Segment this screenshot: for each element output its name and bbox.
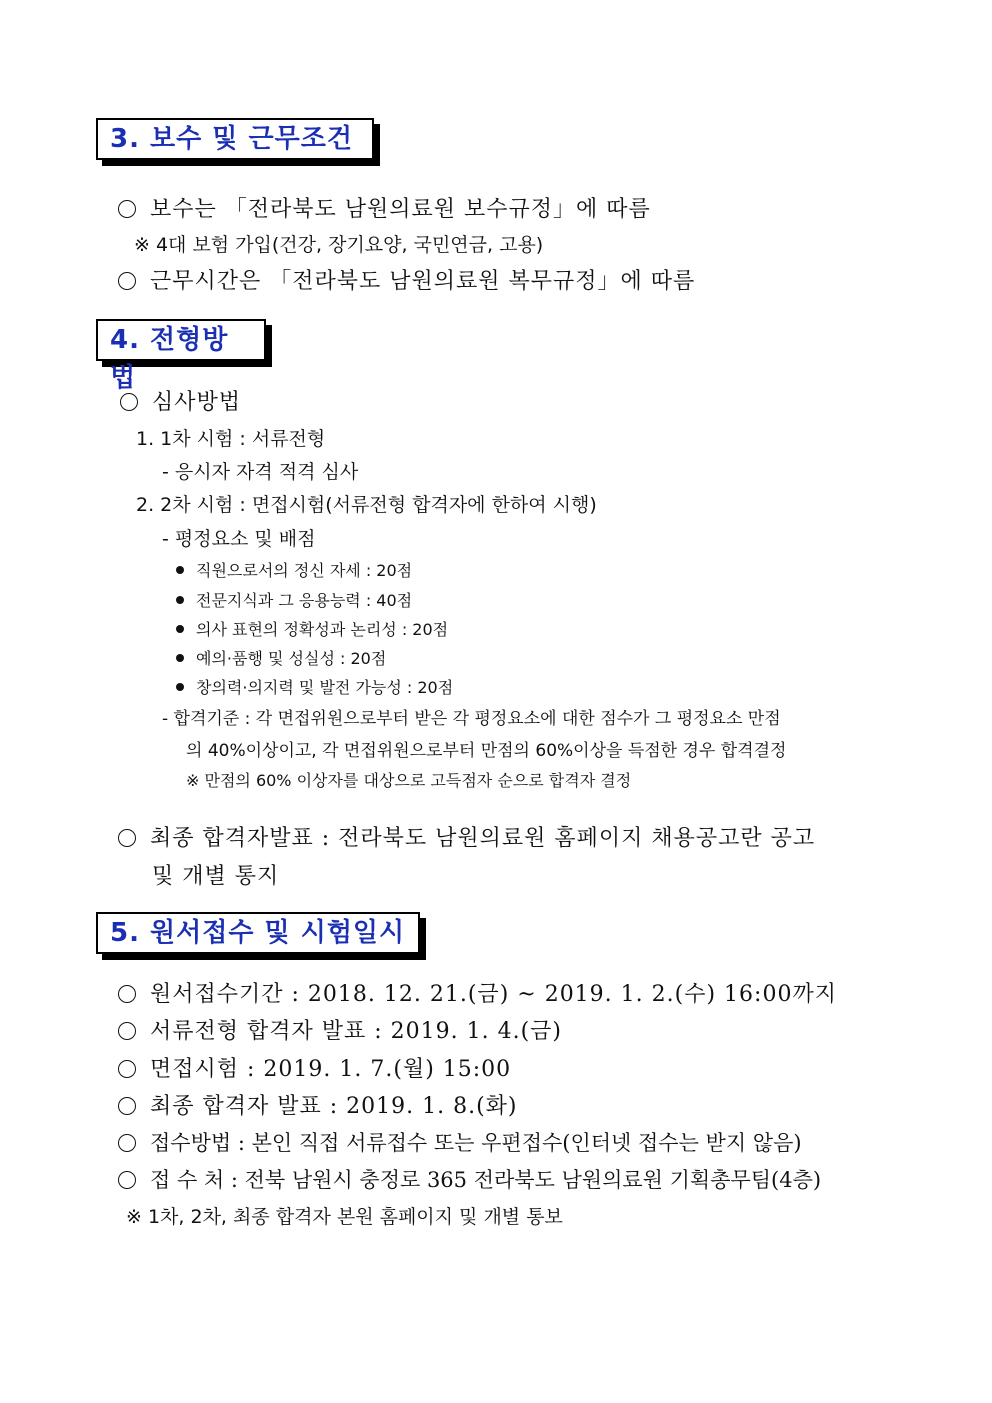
dot-bullet-icon [176,596,184,604]
criteria-item [176,558,412,581]
schedule-item [118,1164,821,1194]
hours-text: 근무시간은 「전라북도 남원의료원 복무규정」에 따름 [150,269,696,294]
final-announcement-line2: 및 개별 통지 [152,864,280,889]
hours-item [118,264,695,295]
criteria-text: 예의·품행 및 성실성 : 20점 [196,649,387,668]
step2-text: 2. 2차 시험 : 면접시험(서류전형 합격자에 한하여 시행) [136,494,597,516]
circle-bullet-icon [118,272,136,290]
step1-sub-text: - 응시자 자격 적격 심사 [162,461,359,483]
schedule-item [118,1014,562,1045]
notification-note: ※ 1차, 2차, 최종 합격자 본원 홈페이지 및 개별 통보 [126,1206,563,1228]
section-3-heading [96,118,374,160]
section-3-title: 3. 보수 및 근무조건 [110,124,353,154]
criteria-item [176,675,453,698]
section-5-title: 5. 원서접수 및 시험일시 [110,918,406,948]
schedule-text: 접 수 처 : 전북 남원시 충정로 365 전라북도 남원의료원 기획총무팀(4층) [150,1168,822,1192]
circle-bullet-icon [118,985,136,1003]
criteria-text: 의사 표현의 정확성과 논리성 : 20점 [196,620,449,639]
circle-bullet-icon [120,393,138,411]
circle-bullet-icon [118,1022,136,1040]
schedule-item [118,1127,802,1157]
final-announcement-item [118,821,815,852]
criteria-item [176,617,448,640]
criteria-item [176,646,386,669]
schedule-text: 최종 합격자 발표 : 2019. 1. 8.(화) [150,1094,518,1119]
method-item [120,385,241,416]
schedule-item [118,1089,518,1120]
criteria-text: 직원으로서의 정신 자세 : 20점 [196,561,413,580]
circle-bullet-icon [118,829,136,847]
pass-standard-line1: - 합격기준 : 각 면접위원으로부터 받은 각 평정요소에 대한 점수가 그 평정요소 만점 [162,709,781,729]
dot-bullet-icon [176,566,184,574]
criteria-text: 창의력·의지력 및 발전 가능성 : 20점 [196,678,454,697]
dot-bullet-icon [176,654,184,662]
step2-sub-text: - 평정요소 및 배점 [162,528,316,550]
section-4-heading [96,319,266,393]
dot-bullet-icon [176,683,184,691]
pay-text: 보수는 「전라북도 남원의료원 보수규정」에 따름 [150,197,651,222]
criteria-text: 전문지식과 그 응용능력 : 40점 [196,591,413,610]
step1-text: 1. 1차 시험 : 서류전형 [136,428,326,450]
insurance-note: ※ 4대 보험 가입(건강, 장기요양, 국민연금, 고용) [134,234,544,256]
schedule-text: 접수방법 : 본인 직접 서류접수 또는 우편접수(인터넷 접수는 받지 않음) [150,1131,802,1155]
circle-bullet-icon [118,200,136,218]
schedule-text: 원서접수기간 : 2018. 12. 21.(금) ~ 2019. 1. 2.(수) 16:00까지 [150,982,837,1007]
final-announcement-text: 최종 합격자발표 : 전라북도 남원의료원 홈페이지 채용공고란 공고 [150,826,816,851]
circle-bullet-icon [118,1060,136,1078]
section-4-title: 4. 전형방법 [110,325,229,393]
pass-note: ※ 만점의 60% 이상자를 대상으로 고득점자 순으로 합격자 결정 [186,771,632,790]
schedule-text: 면접시험 : 2019. 1. 7.(월) 15:00 [150,1057,512,1082]
circle-bullet-icon [118,1097,136,1115]
pay-item [118,192,651,223]
criteria-item [176,588,412,611]
schedule-text: 서류전형 합격자 발표 : 2019. 1. 4.(금) [150,1019,563,1044]
method-text: 심사방법 [152,390,242,415]
dot-bullet-icon [176,625,184,633]
schedule-item [118,977,837,1008]
section-5-heading [96,912,420,954]
schedule-item [118,1052,511,1083]
circle-bullet-icon [118,1134,136,1152]
pass-standard-line2: 의 40%이상이고, 각 면접위원으로부터 만점의 60%이상을 득점한 경우 합격결정 [186,741,787,761]
circle-bullet-icon [118,1171,136,1189]
